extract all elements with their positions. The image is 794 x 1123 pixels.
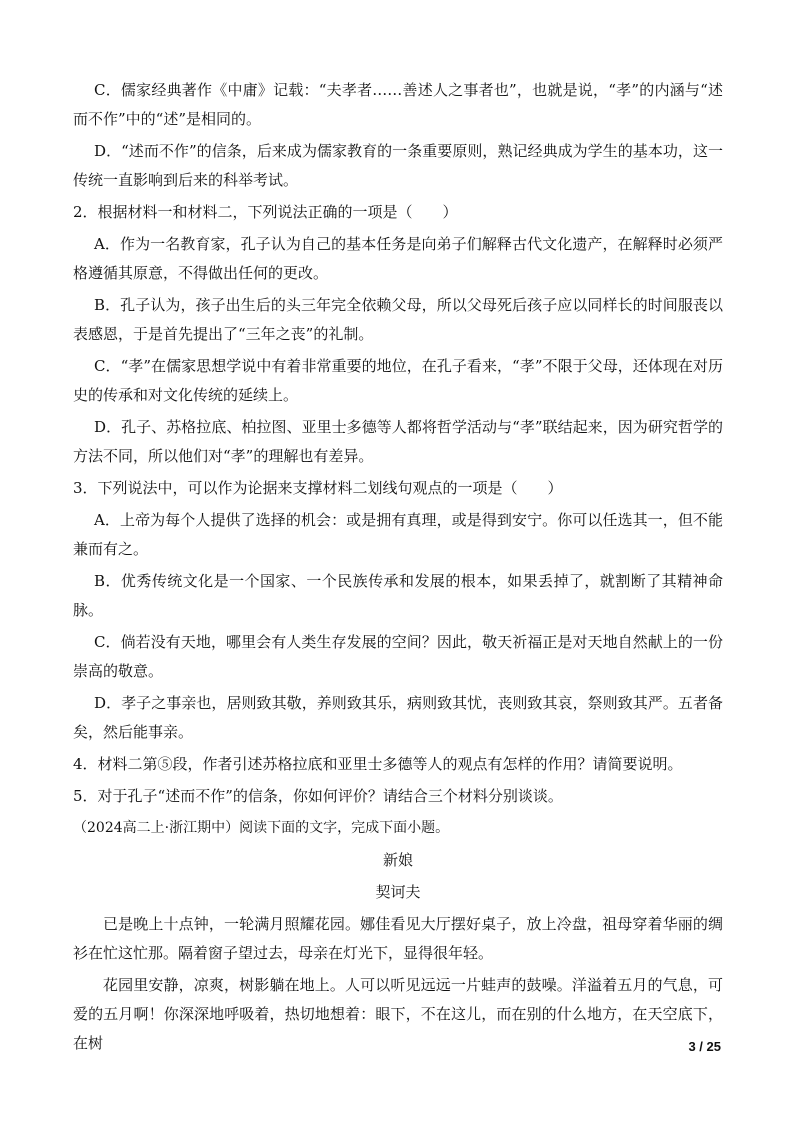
option-c-q1: C．儒家经典著作《中庸》记载：“夫孝者……善述人之事者也”，也就是说，“孝”的内涵与“述而不作”中的“述”是相同的。: [73, 81, 723, 128]
option-b-q3: B．优秀传统文化是一个国家、一个民族传承和发展的根本，如果丢掉了，就割断了其精神命脉。: [73, 572, 723, 619]
document-body: [73, 76, 723, 1061]
question-3: 3．下列说法中，可以作为论据来支撑材料二划线句观点的一项是（ ）: [73, 479, 563, 497]
option-d-q1: D．“述而不作”的信条，后来成为儒家教育的一条重要原则，熟记经典成为学生的基本功，这一传统一直影响到后来的科举考试。: [73, 142, 723, 189]
question-5: 5．对于孔子“述而不作”的信条，你如何评价？请结合三个材料分别谈谈。: [73, 787, 563, 805]
question-4: 4．材料二第⑤段，作者引述苏格拉底和亚里士多德等人的观点有怎样的作用？请简要说明。: [73, 755, 683, 773]
option-d-q3: D．孝子之事亲也，居则致其敬，养则致其乐，病则致其忧，丧则致其哀，祭则致其严。五者备矣，然后能事亲。: [73, 694, 723, 741]
option-b-q2: B．孔子认为，孩子出生后的头三年完全依赖父母，所以父母死后孩子应以同样长的时间服丧以表感恩，于是首先提出了“三年之丧”的礼制。: [73, 296, 723, 343]
source-note: （2024高二上·浙江期中）阅读下面的文字，完成下面小题。: [73, 820, 450, 836]
story-paragraph: 已是晚上十点钟，一轮满月照耀花园。娜佳看见大厅摆好桌子，放上冷盘，祖母穿着华丽的绸衫在忙这忙那。隔着窗子望过去，母亲在灯光下，显得很年轻。: [73, 915, 723, 962]
story-author: 契诃夫: [375, 883, 421, 901]
story-paragraph: 花园里安静，凉爽，树影躺在地上。人可以听见远远一片蛙声的鼓噪。洋溢着五月的气息，可爱的五月啊！你深深地呼吸着，热切地想着：眼下，不在这儿，而在别的什么地方，在天空底下，在树: [73, 976, 723, 1052]
page-number: 3 / 25: [688, 1039, 721, 1054]
option-d-q2: D．孔子、苏格拉底、柏拉图、亚里士多德等人都将哲学活动与“孝”联结起来，因为研究哲学的方法不同，所以他们对“孝”的理解也有差异。: [73, 418, 723, 465]
option-a-q2: A．作为一名教育家，孔子认为自己的基本任务是向弟子们解释古代文化遗产，在解释时必须严格遵循其原意，不得做出任何的更改。: [73, 235, 723, 282]
story-title: 新娘: [382, 851, 413, 869]
question-2: 2．根据材料一和材料二，下列说法正确的一项是（ ）: [73, 203, 458, 221]
option-c-q2: C．“孝”在儒家思想学说中有着非常重要的地位，在孔子看来，“孝”不限于父母，还体现在对历史的传承和对文化传统的延续上。: [73, 357, 723, 404]
option-a-q3: A．上帝为每个人提供了选择的机会：或是拥有真理，或是得到安宁。你可以任选其一，但不能兼而有之。: [73, 511, 723, 558]
option-c-q3: C．倘若没有天地，哪里会有人类生存发展的空间？因此，敬天祈福正是对天地自然献上的一份崇高的敬意。: [73, 633, 723, 680]
